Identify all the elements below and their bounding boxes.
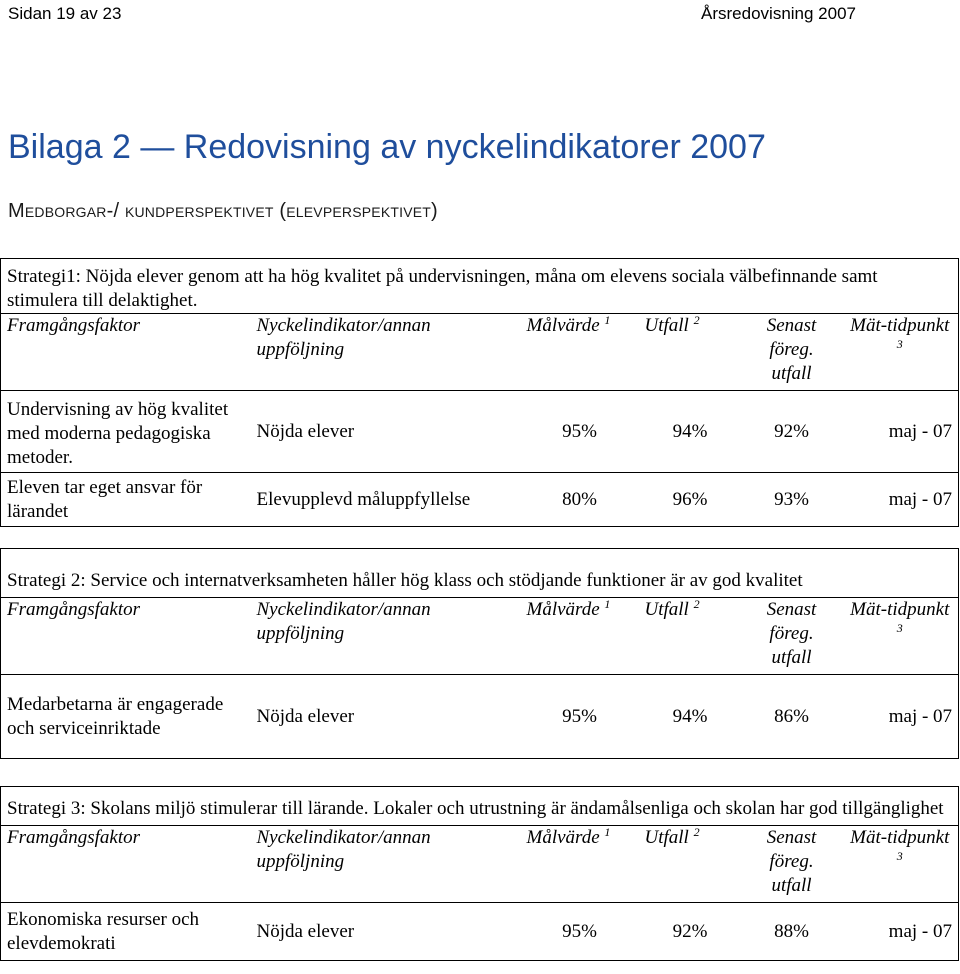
table-row — [1, 903, 959, 961]
previous-cell: 93% — [742, 473, 842, 527]
col-header-outcome: Utfall $^2$ — [639, 826, 742, 903]
time-cell: maj - 07 — [842, 675, 959, 759]
col-header-measure-time: Mät-tidpunkt $^3$ — [842, 826, 959, 903]
section-heading: Medborgar-/ kundperspektivet (elevperspektivet) — [8, 200, 438, 222]
time-cell: maj - 07 — [842, 473, 959, 527]
col-header-factor: Framgångsfaktor — [1, 598, 251, 675]
col-header-factor: Framgångsfaktor — [1, 314, 251, 391]
col-header-indicator: Nyckelindikator/annan uppföljning — [251, 598, 521, 675]
strategy-table-1 — [0, 258, 959, 527]
table-row — [1, 473, 959, 527]
col-header-target: Målvärde $^1$ — [521, 826, 639, 903]
factor-cell: Eleven tar eget ansvar för lärandet — [1, 473, 251, 527]
document-title: Årsredovisning 2007 — [701, 4, 856, 23]
time-cell: maj - 07 — [842, 391, 959, 473]
col-header-previous: Senast föreg. utfall — [742, 598, 842, 675]
strategy-table-3 — [0, 786, 959, 961]
table-row — [1, 675, 959, 759]
indicator-cell: Elevupplevd måluppfyllelse — [251, 473, 521, 527]
col-header-measure-time: Mät-tidpunkt $^3$ — [842, 598, 959, 675]
outcome-cell: 92% — [639, 903, 742, 961]
running-header — [8, 4, 856, 24]
page-number: Sidan 19 av 23 — [8, 4, 122, 23]
target-cell: 95% — [521, 675, 639, 759]
indicator-cell: Nöjda elever — [251, 903, 521, 961]
strategy-text: Strategi1: Nöjda elever genom att ha hög kvalitet på undervisningen, måna om elevens sociala välbefinnande samt stimulera till delaktighet. — [1, 259, 959, 314]
target-cell: 80% — [521, 473, 639, 527]
col-header-indicator: Nyckelindikator/annan uppföljning — [251, 826, 521, 903]
col-header-previous: Senast föreg. utfall — [742, 314, 842, 391]
outcome-cell: 94% — [639, 391, 742, 473]
factor-cell: Medarbetarna är engagerade och serviceinriktade — [1, 675, 251, 759]
col-header-indicator: Nyckelindikator/annan uppföljning — [251, 314, 521, 391]
previous-cell: 88% — [742, 903, 842, 961]
factor-cell: Ekonomiska resurser och elevdemokrati — [1, 903, 251, 961]
previous-cell: 86% — [742, 675, 842, 759]
outcome-cell: 96% — [639, 473, 742, 527]
factor-cell: Undervisning av hög kvalitet med moderna pedagogiska metoder. — [1, 391, 251, 473]
page-title: Bilaga 2 — Redovisning av nyckelindikatorer 2007 — [8, 128, 766, 166]
col-header-outcome: Utfall $^2$ — [639, 314, 742, 391]
col-header-outcome: Utfall $^2$ — [639, 598, 742, 675]
indicator-cell: Nöjda elever — [251, 675, 521, 759]
outcome-cell: 94% — [639, 675, 742, 759]
col-header-target: Målvärde $^1$ — [521, 314, 639, 391]
target-cell: 95% — [521, 391, 639, 473]
previous-cell: 92% — [742, 391, 842, 473]
strategy-table-2 — [0, 548, 959, 759]
col-header-target: Målvärde $^1$ — [521, 598, 639, 675]
strategy-text: Strategi 3: Skolans miljö stimulerar till lärande. Lokaler och utrustning är ändamålsenliga och skolan har god tillgänglighet — [1, 787, 959, 826]
time-cell: maj - 07 — [842, 903, 959, 961]
target-cell: 95% — [521, 903, 639, 961]
col-header-measure-time: Mät-tidpunkt $^3$ — [842, 314, 959, 391]
col-header-factor: Framgångsfaktor — [1, 826, 251, 903]
table-row — [1, 391, 959, 473]
indicator-cell: Nöjda elever — [251, 391, 521, 473]
col-header-previous: Senast föreg. utfall — [742, 826, 842, 903]
strategy-text: Strategi 2: Service och internatverksamheten håller hög klass och stödjande funktioner är av god kvalitet — [1, 549, 959, 598]
